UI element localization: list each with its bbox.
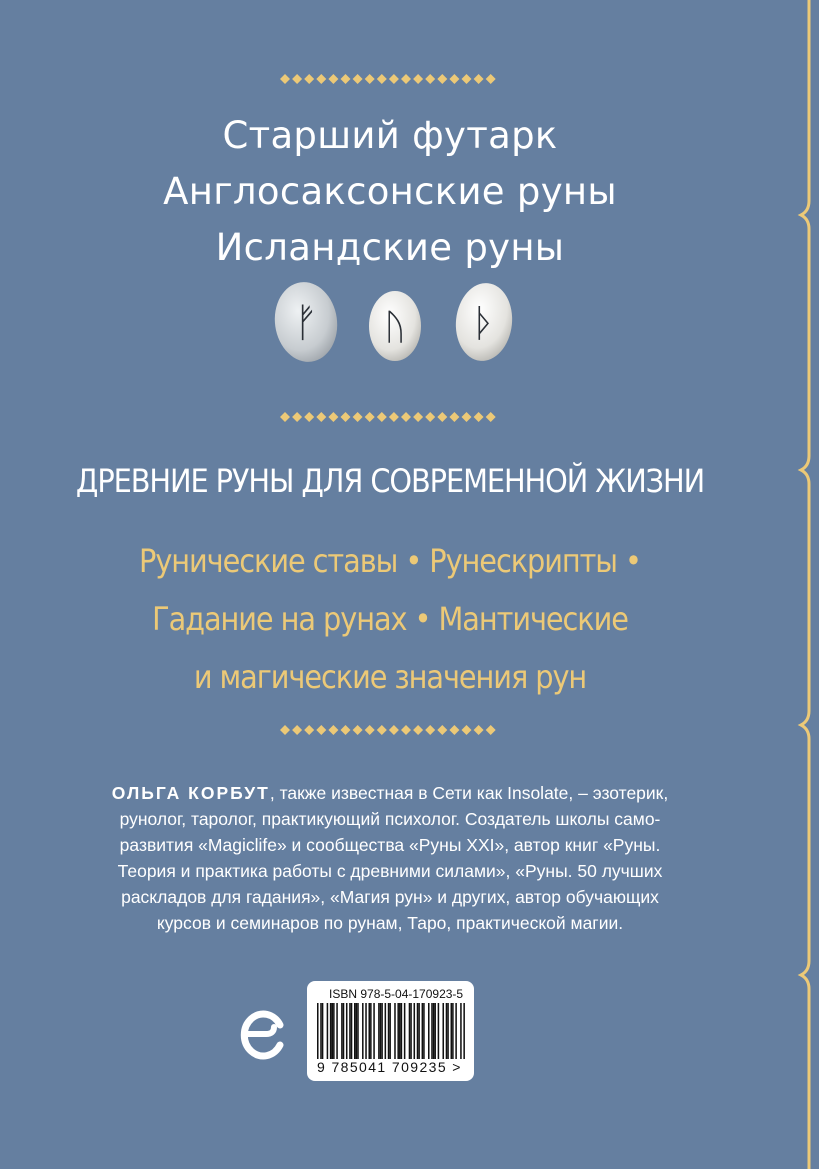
uruz-rune-stone (369, 291, 421, 361)
title-line-icelandic: Исландские руны (215, 226, 565, 269)
topics-row-2: Гадание на рунах • Мантические (152, 600, 628, 638)
headline: ДРЕВНИЕ РУНЫ ДЛЯ СОВРЕМЕННОЙ ЖИЗНИ (75, 462, 705, 500)
bio-line-1-text: , также известная в Сети как Insolate, – эзотерик, (269, 783, 669, 803)
bio-line-4: Теория и практика работы с древними силами», «Руны. 50 лучших (117, 861, 663, 881)
thurisaz-rune-stone (452, 282, 516, 364)
fehu-rune-glyph: ᚠ (294, 300, 318, 346)
title-line-elder-futhark: Старший футарк (222, 114, 558, 157)
barcode-bars (317, 1003, 465, 1059)
bio-line-1 (40, 780, 740, 806)
bio-line-6: курсов и семинаров по рунам, Таро, практической магии. (156, 913, 624, 933)
topics-list (0, 532, 780, 706)
isbn-label: ISBN 978-5-04-170923-5 (329, 987, 464, 1001)
decorative-spine-line (779, 0, 819, 1169)
rune-stones-image (270, 282, 520, 372)
bio-line-5: раскладов для гадания», «Магия рун» и других, автор обучающих (121, 887, 659, 907)
thurisaz-rune-glyph: ᚦ (472, 301, 496, 345)
bio-line-2: рунолог, таролог, практикующий психолог. Создатель школы само- (119, 809, 661, 829)
rune-systems-titles (0, 108, 780, 276)
author-bio (40, 780, 740, 936)
topics-row-3: и магические значения рун (193, 658, 587, 696)
ornament-diamonds-bottom (278, 723, 498, 737)
ornament-diamonds-middle (278, 410, 498, 424)
bio-line-3: развития «Magiclife» и сообщества «Руны XXI», автор книг «Руны. (119, 835, 661, 855)
isbn-barcode (307, 981, 474, 1081)
topics-row-1: Рунические ставы • Рунескрипты • (139, 542, 641, 580)
barcode-digits: 9 785041 709235 > (317, 1059, 462, 1075)
uruz-rune-glyph: ᚢ (384, 307, 406, 348)
title-line-anglo-saxon: Англосаксонские руны (163, 170, 617, 213)
fehu-rune-stone (270, 282, 342, 366)
author-name: ОЛЬГА КОРБУТ (111, 783, 270, 803)
eksmo-logo-icon (236, 1003, 288, 1065)
ornament-diamonds-top (278, 72, 498, 86)
